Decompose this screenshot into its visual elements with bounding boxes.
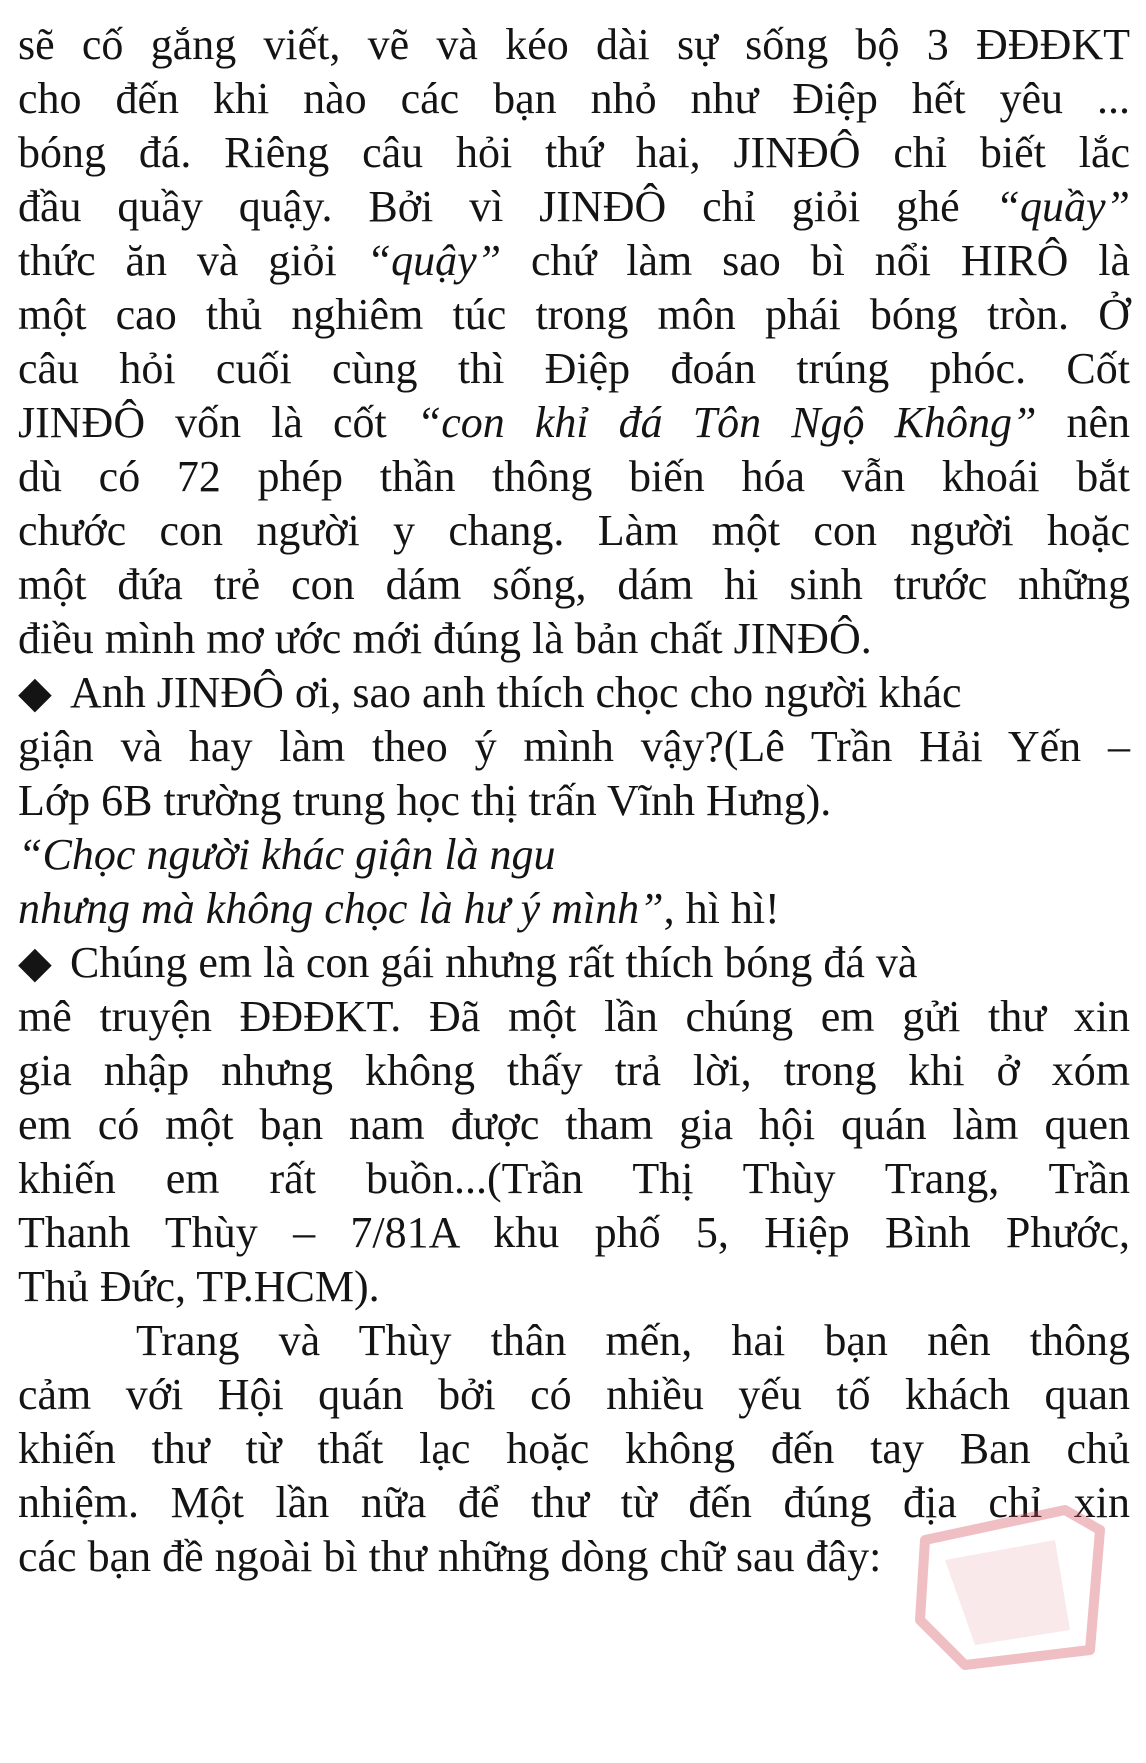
question-1-line-3: Lớp 6B trường trung học thị trấn Vĩnh Hưng). (18, 776, 832, 825)
question-2-line-3: gia nhập nhưng không thấy trả lời, trong khi ở xóm (18, 1046, 1130, 1095)
text-line-3: bóng đá. Riêng câu hỏi thứ hai, JINĐÔ chỉ biết lắc (18, 128, 1130, 177)
text-line-11: một đứa trẻ con dám sống, dám hi sinh trước những (18, 560, 1130, 609)
text-line-2: cho đến khi nào các bạn nhỏ như Điệp hết yêu ... (18, 74, 1130, 123)
text-line-4: đầu quầy quậy. Bởi vì JINĐÔ chỉ giỏi ghé “quầy” (18, 182, 1130, 231)
answer-1-line-2: nhưng mà không chọc là hư ý mình”, hì hì! (18, 884, 780, 933)
text-line-9: dù có 72 phép thần thông biến hóa vẫn khoái bắt (18, 452, 1130, 501)
answer-2-line-5: các bạn đề ngoài bì thư những dòng chữ sau đây: (18, 1532, 882, 1581)
question-2-line-6: Thanh Thùy – 7/81A khu phố 5, Hiệp Bình Phước, (18, 1208, 1130, 1257)
question-2-line-4: em có một bạn nam được tham gia hội quán làm quen (18, 1100, 1130, 1149)
answer-2-line-1: Trang và Thùy thân mến, hai bạn nên thông (136, 1316, 1130, 1365)
answer-2-line-4: nhiệm. Một lần nữa để thư từ đến đúng địa chỉ xin (18, 1478, 1130, 1527)
question-2-line-7: Thủ Đức, TP.HCM). (18, 1262, 380, 1311)
text-line-5: thức ăn và giỏi “quậy” chứ làm sao bì nổi HIRÔ là (18, 236, 1131, 285)
text-line-6: một cao thủ nghiêm túc trong môn phái bóng tròn. Ở (18, 290, 1130, 339)
question-1-line-1: ◆ Anh JINĐÔ ơi, sao anh thích chọc cho người khác (18, 663, 1130, 723)
answer-1-line-1: “Chọc người khác giận là ngu (18, 830, 556, 879)
question-2-line-2: mê truyện ĐĐĐKT. Đã một lần chúng em gửi thư xin (18, 992, 1130, 1041)
question-2-line-5: khiến em rất buồn...(Trần Thị Thùy Trang, Trần (18, 1154, 1130, 1203)
question-2-line-1: ◆ Chúng em là con gái nhưng rất thích bóng đá và (18, 933, 1130, 993)
text-line-10: chước con người y chang. Làm một con người hoặc (18, 506, 1130, 555)
text-line-8: JINĐÔ vốn là cốt “con khỉ đá Tôn Ngộ Không” nên (18, 398, 1130, 447)
text-line-7: câu hỏi cuối cùng thì Điệp đoán trúng phóc. Cốt (18, 344, 1130, 393)
text-line-12: điều mình mơ ước mới đúng là bản chất JINĐÔ. (18, 614, 872, 663)
bullet-diamond-icon: ◆ (18, 938, 52, 987)
bullet-diamond-icon: ◆ (18, 668, 52, 717)
answer-2-line-3: khiến thư từ thất lạc hoặc không đến tay Ban chủ (18, 1424, 1130, 1473)
watermark-stamp-icon (905, 1500, 1115, 1670)
text-line-1: sẽ cố gắng viết, vẽ và kéo dài sự sống bộ 3 ĐĐĐKT (18, 20, 1130, 69)
answer-2-line-2: cảm với Hội quán bởi có nhiều yếu tố khách quan (18, 1370, 1130, 1419)
question-1-line-2: giận và hay làm theo ý mình vậy?(Lê Trần Hải Yến – (18, 722, 1130, 771)
